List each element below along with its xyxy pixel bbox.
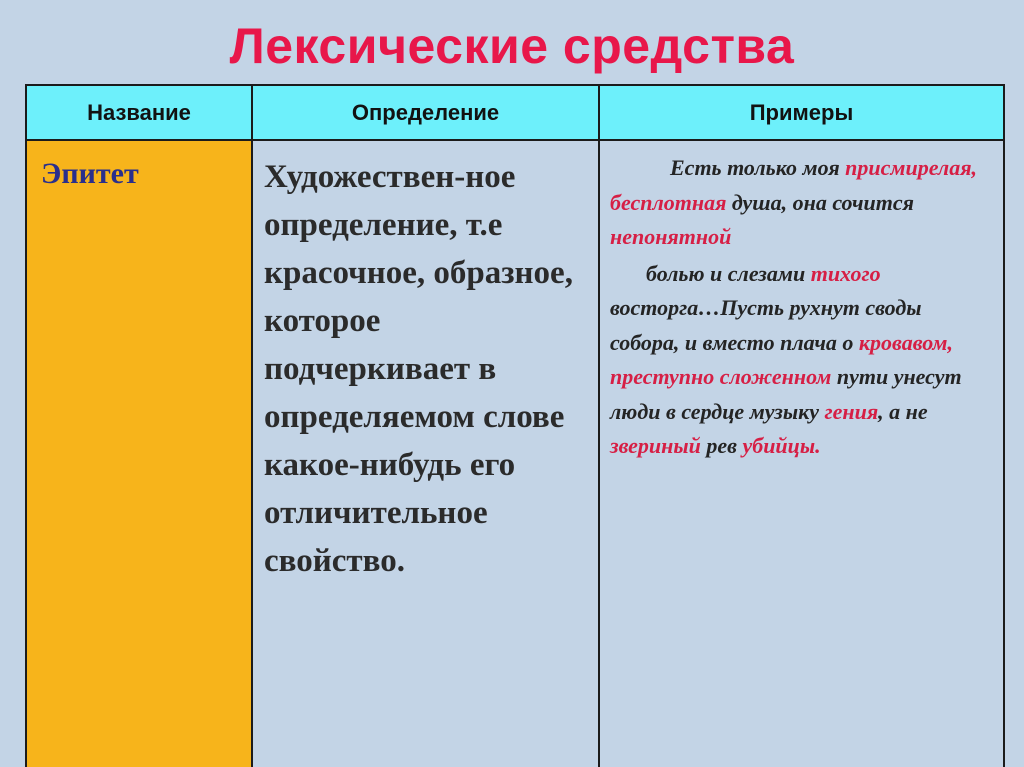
epithet-highlight: кровавом, преступно сложенном bbox=[610, 329, 953, 389]
example-fragment: болью и слезами bbox=[646, 260, 811, 286]
example-fragment: , а не bbox=[878, 398, 928, 424]
example-cell bbox=[599, 140, 1004, 767]
definition-cell bbox=[252, 140, 599, 767]
epithet-highlight: убийцы. bbox=[742, 433, 821, 458]
slide-title: Лексические средства bbox=[229, 18, 795, 74]
example-fragment: восторга…Пусть рухнут своды собора, и вместо плача о bbox=[610, 295, 922, 355]
example-fragment: душа, она сочится bbox=[726, 189, 914, 215]
header-examples: Примеры bbox=[599, 85, 1004, 140]
epithet-highlight: гения bbox=[824, 398, 879, 424]
table-row bbox=[26, 140, 1004, 767]
lexical-devices-table bbox=[25, 84, 1005, 767]
term-text: Эпитет bbox=[41, 157, 139, 190]
example-paragraph-2 bbox=[610, 257, 989, 464]
epithet-highlight: непонятной bbox=[610, 224, 732, 249]
example-fragment: рев bbox=[700, 433, 743, 458]
example-text bbox=[600, 141, 1003, 464]
header-definition: Определение bbox=[252, 85, 599, 140]
example-paragraph-1 bbox=[610, 151, 989, 255]
definition-text: Художествен-ное определение, т.е красочное, образное, которое подчеркивает в определяемом слове какое-нибудь его отличительное свойство. bbox=[264, 159, 573, 579]
epithet-highlight: тихого bbox=[810, 260, 881, 286]
example-fragment: пути унесут люди в сердце музыку bbox=[610, 364, 962, 424]
epithet-highlight: звериный bbox=[610, 433, 701, 458]
term-cell bbox=[26, 140, 252, 767]
header-name: Название bbox=[26, 85, 252, 140]
epithet-highlight: присмирелая, бесплотная bbox=[610, 155, 978, 215]
table-header-row bbox=[26, 85, 1004, 140]
example-fragment: Есть только моя bbox=[670, 155, 846, 180]
